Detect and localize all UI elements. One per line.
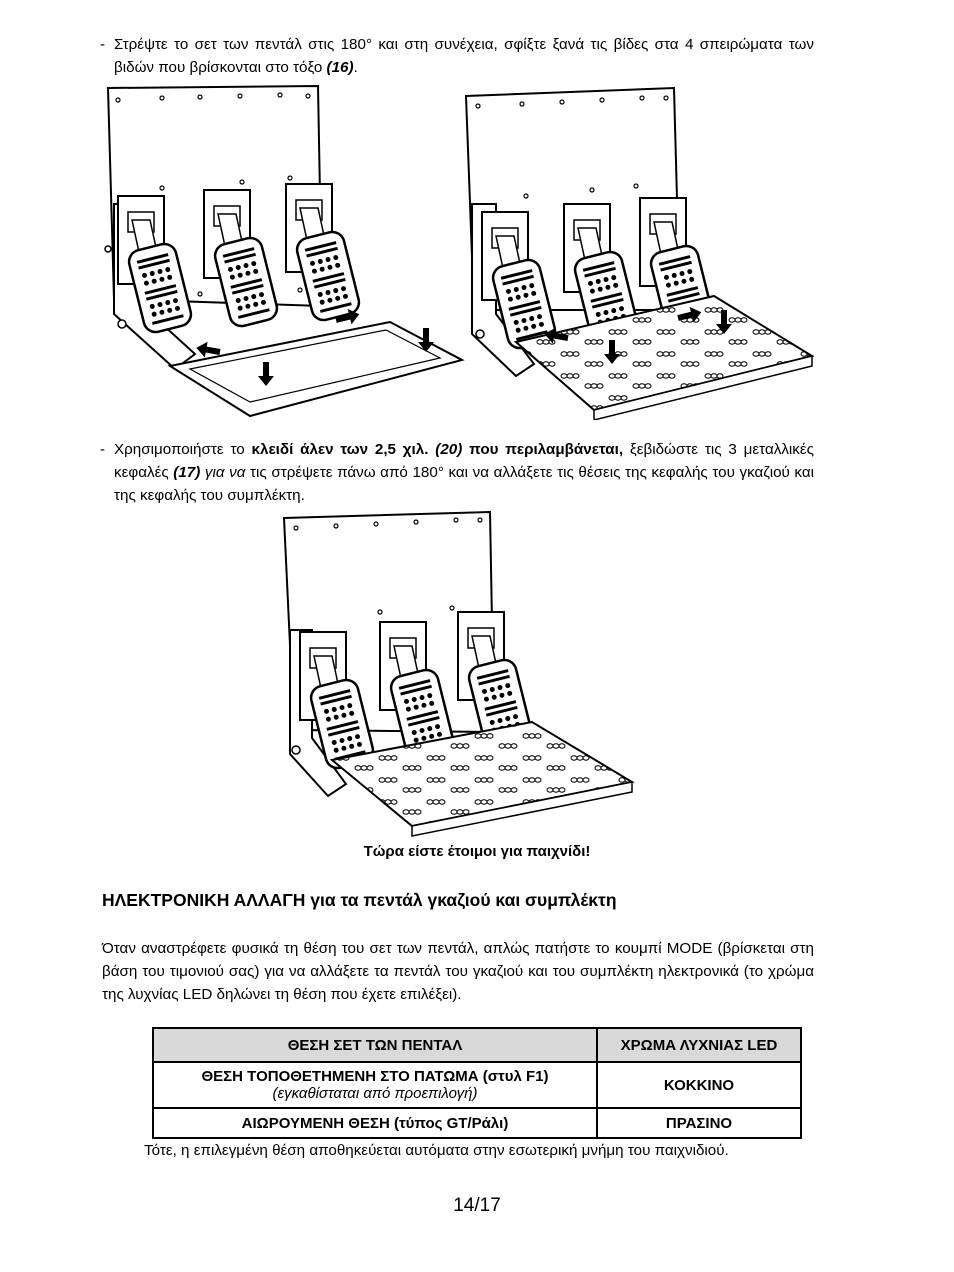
step-2-paragraph — [100, 438, 814, 507]
header-position: ΘΕΣΗ ΣΕΤ ΤΩΝ ΠΕΝΤΑΛ — [153, 1028, 597, 1062]
header-led-color: ΧΡΩΜΑ ΛΥΧΝΙΑΣ LED — [597, 1028, 801, 1062]
figure-pedal-set-before — [100, 84, 470, 420]
step-2-italic: για να — [204, 464, 246, 481]
position-label: ΘΕΣΗ ΤΟΠΟΘΕΤΗΜΕΝΗ ΣΤΟ ΠΑΤΩΜΑ (στυλ F1) — [201, 1068, 549, 1085]
led-color-cell: ΠΡΑΣΙΝΟ — [597, 1108, 801, 1138]
led-color-cell: ΚΟΚΚΙΝΟ — [597, 1062, 801, 1108]
figure-pedal-set-final — [280, 510, 636, 840]
position-note: (εγκαθίσταται από προεπιλογή) — [272, 1085, 478, 1102]
position-label: ΑΙΩΡΟΥΜΕΝΗ ΘΕΣΗ (τύπος GT/Ράλι) — [241, 1114, 509, 1132]
position-cell — [153, 1108, 597, 1138]
step-2-bold-1: κλειδί άλεν των 2,5 χιλ. — [251, 441, 429, 458]
step-1-text: Στρέψτε το σετ των πεντάλ στις 180° και στη συνέχεια, σφίξτε ξανά τις βίδες στα 4 σπειρώματα των βιδών που βρίσκονται στο τόξο — [114, 36, 814, 76]
figure-pedal-set-after — [462, 84, 822, 420]
led-table — [152, 1027, 802, 1139]
step-1-end: . — [353, 59, 358, 76]
step-2-text-1: Χρησιμοποιήστε το — [114, 441, 245, 458]
bullet: - — [100, 36, 106, 53]
table-header-row — [153, 1028, 801, 1062]
table-row — [153, 1062, 801, 1108]
step-1-paragraph — [100, 33, 814, 79]
table-row — [153, 1108, 801, 1138]
figure-caption: Τώρα είστε έτοιμοι για παιχνίδι! — [363, 843, 591, 860]
footer-note: Τότε, η επιλεγμένη θέση αποθηκεύεται αυτόματα στην εσωτερική μνήμη του παιχνιδιού. — [144, 1142, 729, 1159]
page-number: 14/17 — [453, 1195, 501, 1216]
position-cell — [153, 1062, 597, 1108]
step-2-text-3: τις στρέψετε πάνω από 180° και να αλλάξετε τις θέσεις της κεφαλής του γκαζιού και της κεφαλής του συμπλέκτη. — [114, 464, 814, 504]
step-2-text-2: ξεβιδώστε τις 3 μεταλλικές κεφαλές — [114, 441, 814, 481]
step-1-ref: (16) — [326, 59, 354, 76]
bullet: - — [100, 441, 106, 458]
step-2-ref-2: (17) — [173, 464, 201, 481]
step-2-ref-1: (20) — [435, 441, 463, 458]
section-heading: ΗΛΕΚΤΡΟΝΙΚΗ ΑΛΛΑΓΗ για τα πεντάλ γκαζιού και συμπλέκτη — [102, 890, 617, 910]
step-2-bold-2: που περιλαμβάνεται, — [469, 441, 624, 458]
intro-paragraph: Όταν αναστρέφετε φυσικά τη θέση του σετ των πεντάλ, απλώς πατήστε το κουμπί MODE (βρίσκεται στη βάση του τιμονιού σας) για να αλλάξετε τα πεντάλ του γκαζιού και του συμπλέκτη ηλεκτρονικά (το χρώμα της λυχνίας LED δηλώνει τη θέση που έχετε επιλέξει). — [102, 940, 814, 1003]
